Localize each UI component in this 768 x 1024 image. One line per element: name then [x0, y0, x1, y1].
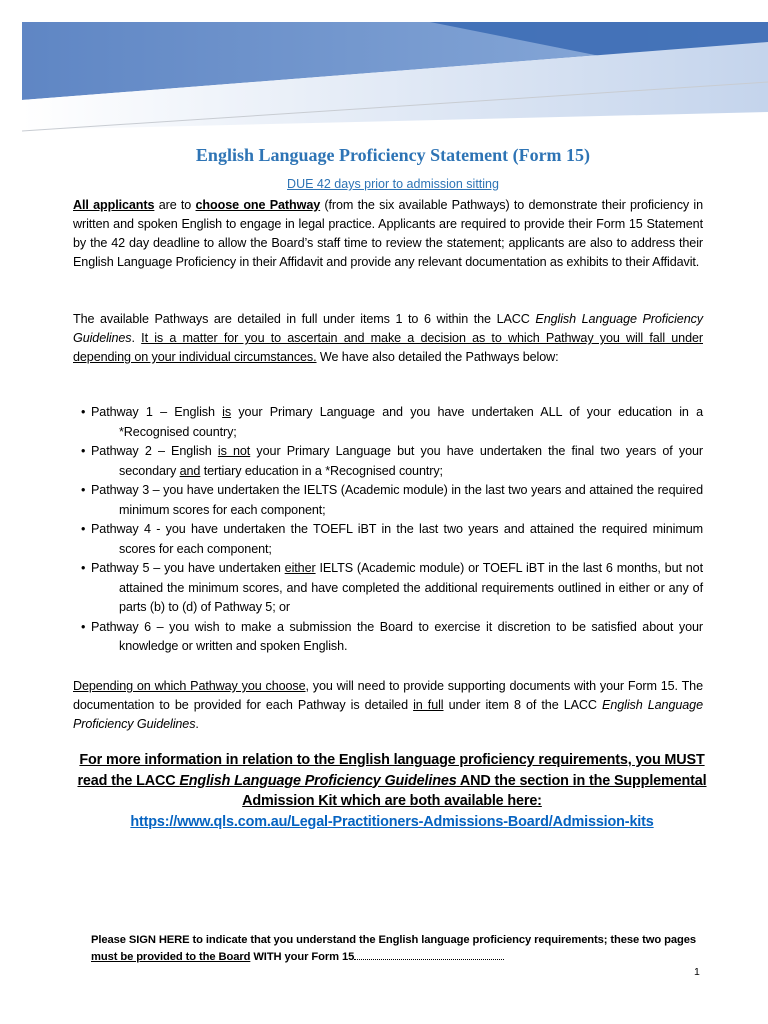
guidelines-title: English Language Proficiency Guidelines — [73, 698, 703, 731]
para3-underlined-text: Depending on which Pathway you choose — [73, 679, 306, 693]
pathway-3-item: • Pathway 3 – you have undertaken the IELTS (Academic module) in the last two years and attained the required minimum scores for each component; — [81, 483, 703, 517]
signature-line[interactable] — [354, 949, 504, 960]
signature-instruction — [91, 932, 706, 966]
more-info-text: For more information in relation to the English language proficiency requirements, you MUST read the LACC — [77, 752, 705, 789]
para2-underlined-text: It is a matter for you to ascertain and make a decision as to which Pathway you will fall under depending on your individual circumstances. — [73, 331, 703, 364]
document-title: English Language Proficiency Statement (Form 15) — [195, 145, 591, 165]
footer-underlined-text: must be provided to the Board — [91, 951, 251, 963]
bullet-icon: • — [81, 522, 86, 536]
pathway-5-item: • Pathway 5 – you have undertaken either IELTS (Academic module) or TOEFL iBT in the last 6 months, but not attained the minimum scores, and have completed the additional requirements outlined in either or any of parts (b) to (d) of Pathway 5; or — [81, 561, 703, 614]
bullet-icon: • — [81, 561, 86, 575]
more-information-notice — [74, 750, 710, 832]
guidelines-title: English Language Proficiency Guidelines — [73, 312, 703, 345]
pathway-1-item: • Pathway 1 – English is your Primary Language and you have undertaken ALL of your education in a *Recognised country; — [81, 405, 703, 439]
footer-text-end: WITH your Form 15 — [250, 951, 355, 963]
para1-text-rest: (from the six available Pathways) to demonstrate their proficiency in written and spoken English to engage in legal practice. Applicants are required to provide their Form 15 Statement by the 42 day deadline to allow the Board’s staff time to review the statement; applicants are also to address their English Language Proficiency in their Affidavit and provide any relevant documentation as exhibits to their Affidavit. — [73, 198, 703, 269]
para2-text-punct: . — [131, 331, 142, 345]
bullet-icon: • — [81, 619, 86, 634]
intro-paragraph — [73, 196, 703, 272]
pathway-4-item: • Pathway 4 - you have undertaken the TOEFL iBT in the last two years and attained the required minimum scores for each component; — [81, 522, 703, 556]
pathways-paragraph — [73, 310, 703, 367]
page-number: 1 — [694, 966, 700, 978]
due-date-subtitle: DUE 42 days prior to admission sitting — [287, 177, 499, 191]
in-full-text: in full — [413, 698, 444, 712]
para2-text-rest: We have also detailed the Pathways below: — [316, 350, 559, 364]
header-banner — [0, 0, 768, 140]
documentation-paragraph — [73, 677, 703, 734]
para1-text: are to — [154, 198, 196, 212]
para3-text-2: under item 8 of the LACC — [443, 698, 603, 712]
para2-text: The available Pathways are detailed in full under items 1 to 6 within the LACC — [73, 312, 536, 326]
bullet-icon: • — [81, 444, 86, 458]
admission-kits-link[interactable]: https://www.qls.com.au/Legal-Practitioners-Admissions-Board/Admission-kits — [130, 813, 654, 830]
para3-text: , you will need to provide supporting documents with your Form 15. The documentation to be provided for each Pathway is detailed — [73, 679, 703, 712]
pathway-2-item: • Pathway 2 – English is not your Primary Language but you have undertaken the final two years of your secondary and tertiary education in a *Recognised country; — [81, 444, 703, 478]
choose-one-pathway-text: choose one Pathway — [195, 198, 321, 212]
bullet-icon: • — [81, 483, 86, 497]
guidelines-title: English Language Proficiency Guidelines — [179, 772, 457, 789]
pathway-6-item: • Pathway 6 – you wish to make a submission the Board to exercise it discretion to be satisfied about your knowledge or written and spoken English. — [81, 619, 703, 653]
footer-text: Please SIGN HERE to indicate that you understand the English language proficiency requirements; these two pages — [91, 934, 696, 946]
more-info-text-rest: AND the section in the Supplemental Admission Kit which are both available here: — [242, 772, 707, 809]
pathway-list — [73, 403, 703, 657]
all-applicants-text: All applicants — [73, 198, 155, 212]
para3-text-end: . — [195, 717, 199, 731]
bullet-icon: • — [81, 405, 86, 419]
